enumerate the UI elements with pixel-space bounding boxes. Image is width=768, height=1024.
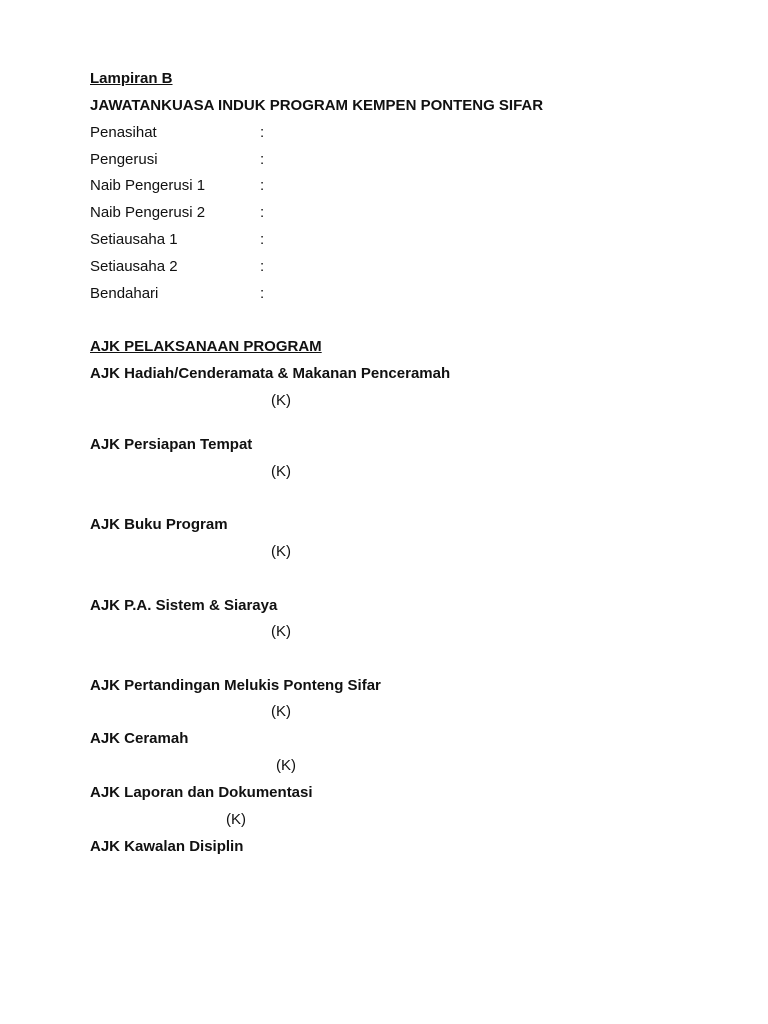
role-colon: : [260, 151, 265, 168]
committee-laporan-dokumentasi: AJK Laporan dan Dokumentasi [90, 784, 313, 801]
ketua-marker: (K) [271, 543, 291, 560]
role-naib-pengerusi-1: Naib Pengerusi 1 [90, 177, 206, 194]
ketua-marker: (K) [276, 757, 296, 774]
ketua-marker: (K) [271, 623, 291, 640]
role-colon: : [260, 124, 265, 141]
role-colon: : [260, 177, 265, 194]
committee-hadiah: AJK Hadiah/Cenderamata & Makanan Penceramah [90, 365, 451, 382]
role-penasihat: Penasihat [90, 124, 157, 141]
ketua-marker: (K) [271, 392, 291, 409]
role-colon: : [260, 231, 265, 248]
role-colon: : [260, 258, 265, 275]
role-bendahari: Bendahari [90, 285, 159, 302]
section-title-pelaksanaan: AJK PELAKSANAAN PROGRAM [90, 338, 322, 355]
committee-pertandingan-melukis: AJK Pertandingan Melukis Ponteng Sifar [90, 677, 381, 694]
committee-persiapan-tempat: AJK Persiapan Tempat [90, 436, 253, 453]
role-setiausaha-2: Setiausaha 2 [90, 258, 178, 275]
role-colon: : [260, 285, 265, 302]
committee-buku-program: AJK Buku Program [90, 516, 228, 533]
role-setiausaha-1: Setiausaha 1 [90, 231, 178, 248]
committee-pa-sistem: AJK P.A. Sistem & Siaraya [90, 597, 278, 614]
role-naib-pengerusi-2: Naib Pengerusi 2 [90, 204, 206, 221]
role-pengerusi: Pengerusi [90, 151, 158, 168]
ketua-marker: (K) [271, 463, 291, 480]
committee-ceramah: AJK Ceramah [90, 730, 189, 747]
committee-kawalan-disiplin: AJK Kawalan Disiplin [90, 838, 244, 855]
ketua-marker: (K) [271, 703, 291, 720]
role-colon: : [260, 204, 265, 221]
ketua-marker: (K) [226, 811, 246, 828]
document-title: JAWATANKUASA INDUK PROGRAM KEMPEN PONTENG SIFAR [90, 97, 544, 114]
lampiran-label: Lampiran B [90, 70, 173, 87]
